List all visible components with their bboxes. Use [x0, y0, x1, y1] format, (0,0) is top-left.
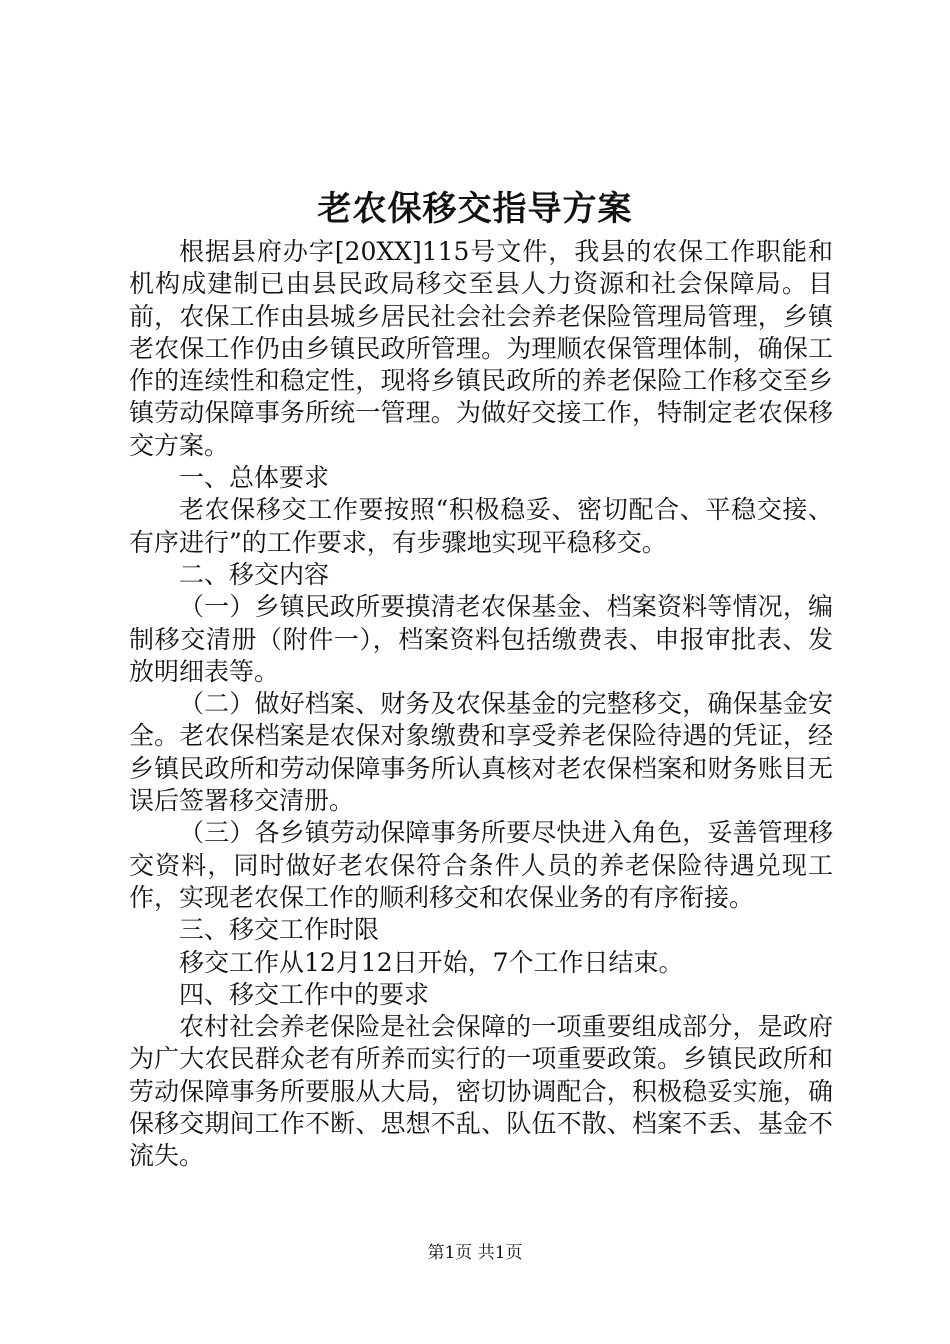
section-heading-4: 四、移交工作中的要求: [179, 979, 430, 1009]
section-heading-2: 二、移交内容: [179, 559, 330, 589]
document-title: 老农保移交指导方案: [317, 189, 633, 229]
section-heading-3: 三、移交工作时限: [179, 915, 380, 945]
paragraph-item-2: （二）做好档案、财务及农保基金的完整移交，确保基金安全。老农保档案是农保对象缴费和享受养老保险待遇的凭证，经乡镇民政所和劳动保障事务所认真核对老农保档案和财务账目无误后签署移交清册。: [129, 689, 833, 816]
section-heading-1: 一、总体要求: [179, 463, 330, 493]
paragraph-item-1: （一）乡镇民政所要摸清老农保基金、档案资料等情况，编制移交清册（附件一），档案资料包括缴费表、申报审批表、发放明细表等。: [129, 592, 833, 686]
paragraph-time-limit: 移交工作从12月12日开始，7个工作日结束。: [179, 947, 684, 977]
paragraph-requirements: 农村社会养老保险是社会保障的一项重要组成部分，是政府为广大农民群众老有所养而实行的一项重要政策。乡镇民政所和劳动保障事务所要服从大局，密切协调配合，积极稳妥实施，确保移交期间工作不断、思想不乱、队伍不散、档案不丢、基金不流失。: [129, 1012, 833, 1171]
paragraph-item-3: （三）各乡镇劳动保障事务所要尽快进入角色，妥善管理移交资料，同时做好老农保符合条件人员的养老保险待遇兑现工作，实现老农保工作的顺利移交和农保业务的有序衔接。: [129, 818, 833, 912]
page-number-footer: 第1页 共1页: [427, 1243, 523, 1263]
paragraph-intro: 根据县府办字[20XX]115号文件，我县的农保工作职能和机构成建制已由县民政局移交至县人力资源和社会保障局。目前，农保工作由县城乡居民社会社会养老保险管理局管理，乡镇老农保工作仍由乡镇民政所管理。为理顺农保管理体制，确保工作的连续性和稳定性，现将乡镇民政所的养老保险工作移交至乡镇劳动保障事务所统一管理。为做好交接工作，特制定老农保移交方案。: [129, 237, 833, 460]
document-body: [129, 236, 833, 1173]
paragraph-general-requirements: 老农保移交工作要按照“积极稳妥、密切配合、平稳交接、有序进行”的工作要求，有步骤地实现平稳移交。: [129, 495, 833, 557]
